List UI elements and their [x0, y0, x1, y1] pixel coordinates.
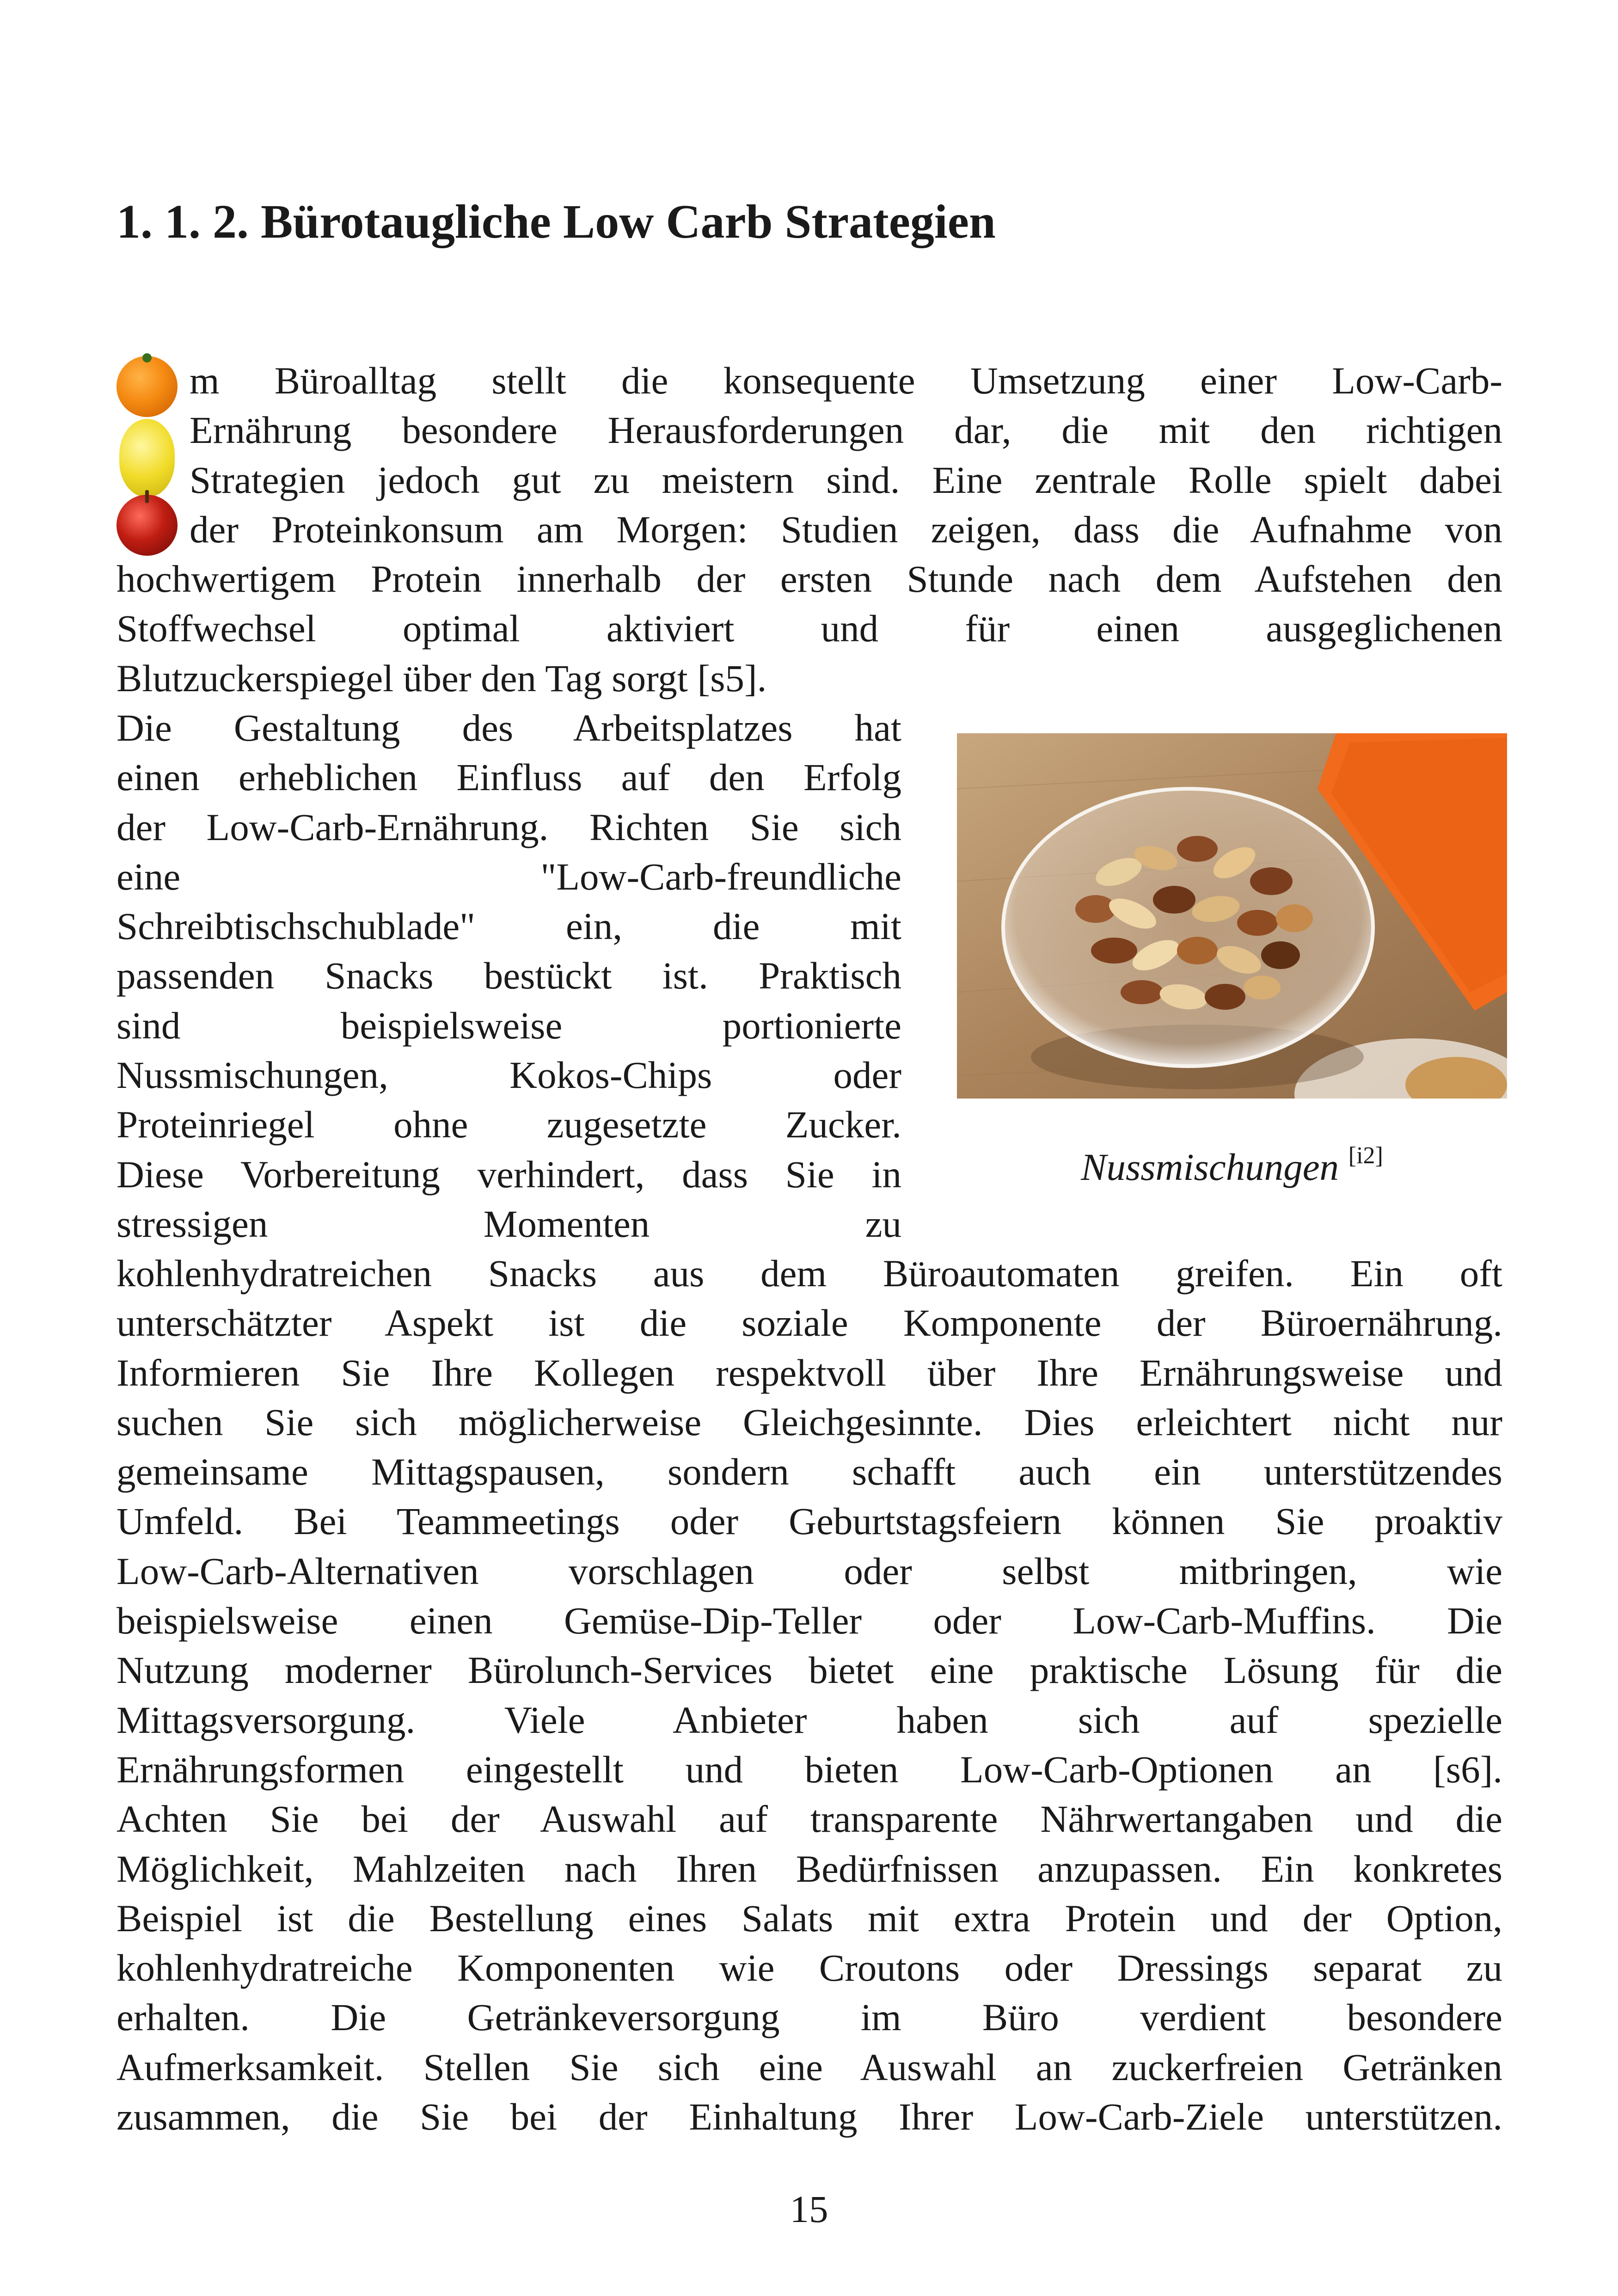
- paragraph-line: Möglichkeit, Mahlzeiten nach Ihren Bedürfnissen anzupassen. Ein konkretes: [116, 1847, 1502, 1890]
- caption-text: Nussmischungen: [1081, 1146, 1339, 1188]
- image-reference: [i2]: [1348, 1142, 1383, 1169]
- paragraph-line: sind beispielsweise portionierte: [116, 1004, 901, 1047]
- paragraph-line: Blutzuckerspiegel über den Tag sorgt [s5].: [116, 657, 767, 700]
- intro-paragraph: [116, 356, 1502, 703]
- body-paragraph: [116, 1249, 1502, 2142]
- paragraph-line: m Büroalltag stellt die konsequente Umsetzung einer Low-Carb-: [190, 359, 1502, 402]
- paragraph-line: Diese Vorbereitung verhindert, dass Sie in: [116, 1153, 901, 1196]
- paragraph-line: Mittagsversorgung. Viele Anbieter haben sich auf spezielle: [116, 1698, 1502, 1741]
- paragraph-line: Nussmischungen, Kokos-Chips oder: [116, 1054, 901, 1097]
- paragraph-line: der Proteinkonsum am Morgen: Studien zeigen, dass die Aufnahme von: [190, 508, 1502, 551]
- paragraph-line: Achten Sie bei der Auswahl auf transparente Nährwertangaben und die: [116, 1798, 1502, 1841]
- paragraph-line: einen erheblichen Einfluss auf den Erfolg: [116, 756, 901, 799]
- paragraph-line: suchen Sie sich möglicherweise Gleichgesinnte. Dies erleichtert nicht nur: [116, 1400, 1502, 1443]
- paragraph-line: unterschätzter Aspekt ist die soziale Komponente der Büroernährung.: [116, 1301, 1502, 1344]
- paragraph-line: Proteinriegel ohne zugesetzte Zucker.: [116, 1103, 901, 1146]
- paragraph-line: kohlenhydratreiche Komponenten wie Croutons oder Dressings separat zu: [116, 1946, 1502, 1989]
- nut-bowl-image: [957, 733, 1507, 1099]
- paragraph-line: beispielsweise einen Gemüse-Dip-Teller oder Low-Carb-Muffins. Die: [116, 1599, 1502, 1642]
- paragraph-line: passenden Snacks bestückt ist. Praktisch: [116, 954, 901, 997]
- paragraph-line: Aufmerksamkeit. Stellen Sie sich eine Auswahl an zuckerfreien Getränken: [116, 2045, 1502, 2088]
- paragraph-line: Strategien jedoch gut zu meistern sind. Eine zentrale Rolle spielt dabei: [190, 458, 1502, 501]
- paragraph-line: erhalten. Die Getränkeversorgung im Büro verdient besondere: [116, 1996, 1502, 2039]
- narrow-paragraph: [116, 703, 901, 1249]
- paragraph-line: Low-Carb-Alternativen vorschlagen oder selbst mitbringen, wie: [116, 1549, 1502, 1592]
- figure-caption: [957, 1142, 1507, 1189]
- paragraph-line: Ernährungsformen eingestellt und bieten Low-Carb-Optionen an [s6].: [116, 1748, 1502, 1791]
- paragraph-line: Die Gestaltung des Arbeitsplatzes hat: [116, 706, 901, 749]
- paragraph-line: Beispiel ist die Bestellung eines Salats mit extra Protein und der Option,: [116, 1897, 1502, 1940]
- paragraph-line: zusammen, die Sie bei der Einhaltung Ihrer Low-Carb-Ziele unterstützen.: [116, 2095, 1502, 2138]
- paragraph-line: Schreibtischschublade" ein, die mit: [116, 905, 901, 948]
- section-heading: 1. 1. 2. Bürotaugliche Low Carb Strategien: [116, 195, 996, 248]
- nut-mix-photo: [957, 733, 1507, 1099]
- paragraph-line: stressigen Momenten zu: [116, 1202, 901, 1245]
- paragraph-line: Nutzung moderner Bürolunch-Services bietet eine praktische Lösung für die: [116, 1649, 1502, 1692]
- paragraph-line: Umfeld. Bei Teammeetings oder Geburtstagsfeiern können Sie proaktiv: [116, 1500, 1502, 1543]
- paragraph-line: Stoffwechsel optimal aktiviert und für einen ausgeglichenen: [116, 607, 1502, 650]
- paragraph-line: kohlenhydratreichen Snacks aus dem Büroautomaten greifen. Ein oft: [116, 1252, 1502, 1295]
- page-number: 15: [790, 2188, 828, 2230]
- paragraph-line: Informieren Sie Ihre Kollegen respektvoll über Ihre Ernährungsweise und: [116, 1351, 1502, 1394]
- paragraph-line: hochwertigem Protein innerhalb der ersten Stunde nach dem Aufstehen den: [116, 558, 1502, 601]
- paragraph-line: gemeinsame Mittagspausen, sondern schafft auch ein unterstützendes: [116, 1450, 1502, 1493]
- paragraph-line: Ernährung besondere Herausforderungen dar, die mit den richtigen: [190, 409, 1502, 452]
- paragraph-line: der Low-Carb-Ernährung. Richten Sie sich: [116, 805, 901, 848]
- paragraph-line: eine "Low-Carb-freundliche: [116, 855, 901, 898]
